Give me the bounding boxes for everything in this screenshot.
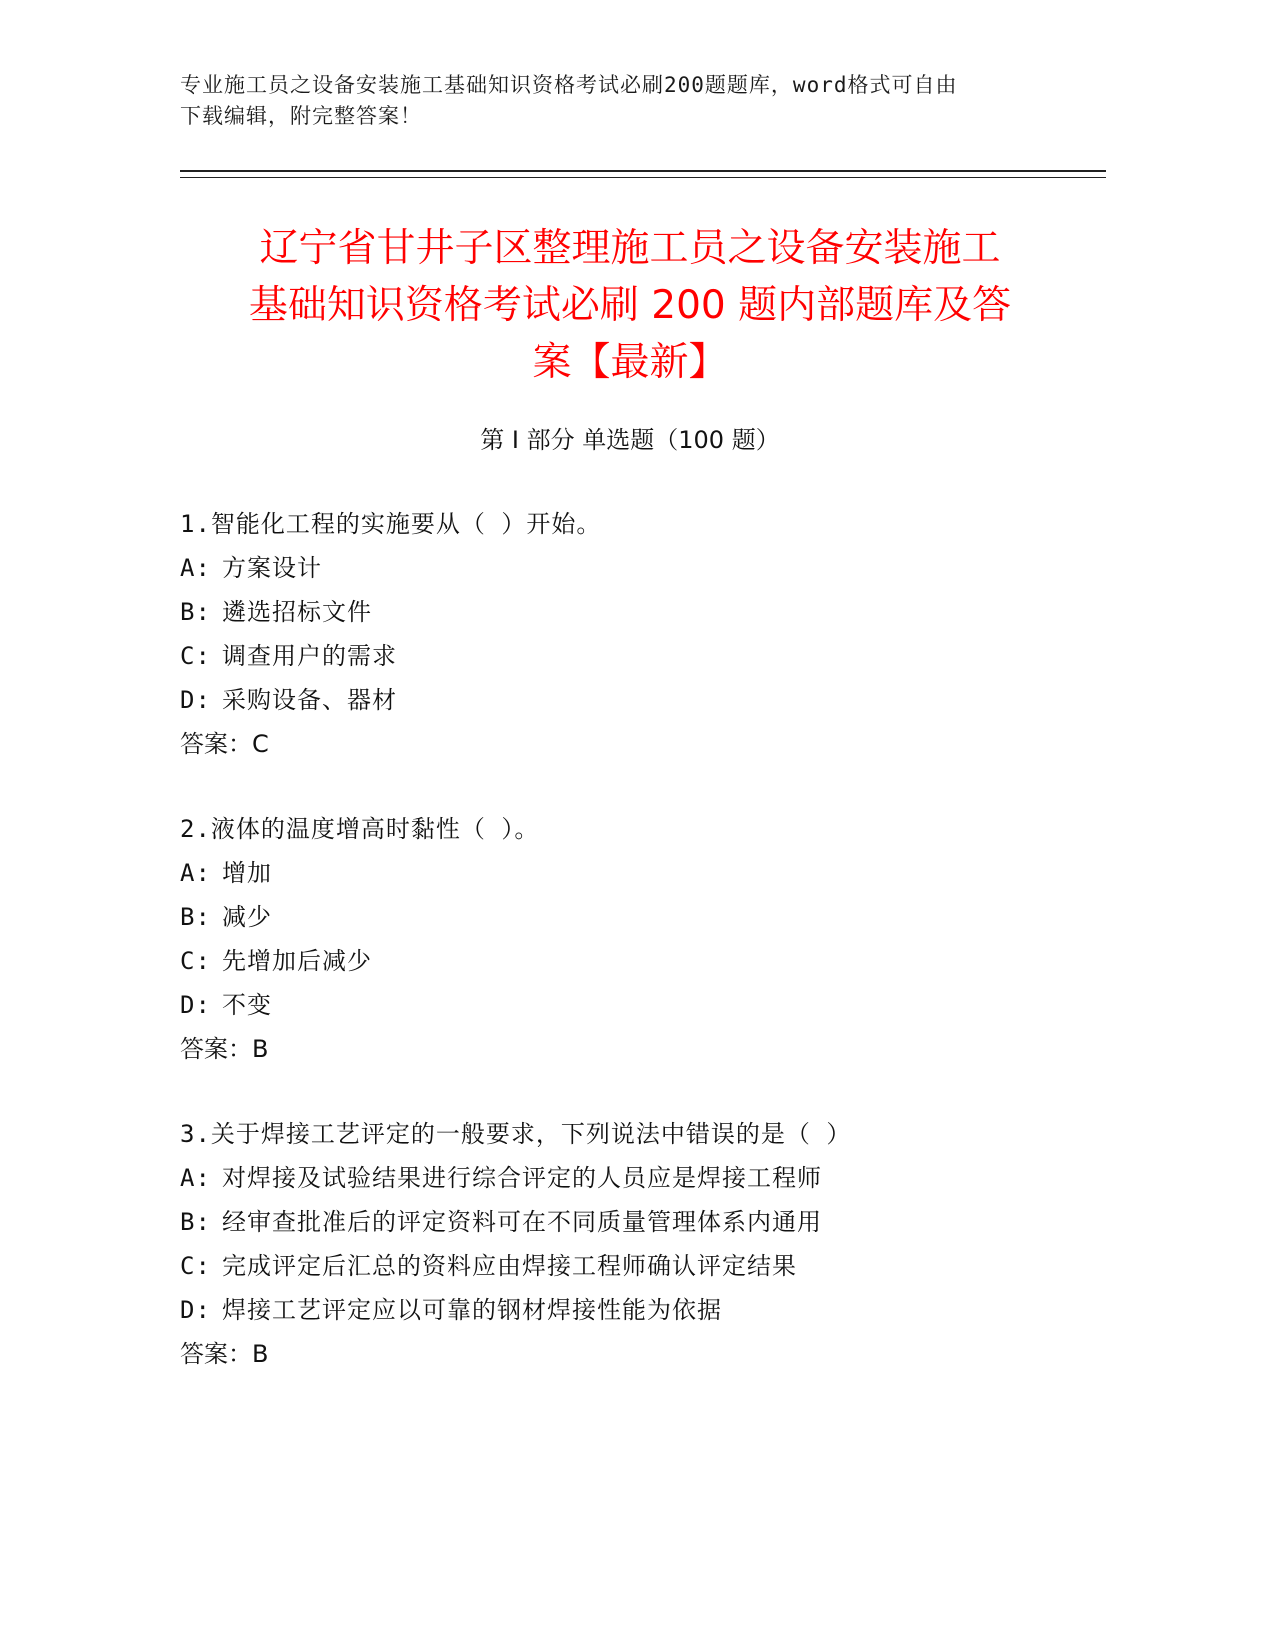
option-label: C: bbox=[180, 947, 211, 975]
question-stem: 2.液体的温度增高时黏性（ ）。 bbox=[180, 815, 540, 843]
option-label: A: bbox=[180, 554, 211, 582]
option-text: 采购设备、器材 bbox=[222, 686, 397, 714]
question-2 bbox=[180, 807, 1080, 1071]
option-text: 减少 bbox=[222, 903, 272, 931]
option-label: D: bbox=[180, 1296, 211, 1324]
option-label: D: bbox=[180, 991, 211, 1019]
option-label: C: bbox=[180, 1252, 211, 1280]
option-label: B: bbox=[180, 598, 211, 626]
option-d bbox=[180, 983, 1080, 1027]
answer-line: 答案：C bbox=[180, 730, 269, 758]
option-label: B: bbox=[180, 1208, 211, 1236]
option-text: 增加 bbox=[222, 859, 272, 887]
option-b bbox=[180, 1200, 1080, 1244]
answer-line: 答案：B bbox=[180, 1340, 269, 1368]
option-label: A: bbox=[180, 1164, 211, 1192]
option-label: A: bbox=[180, 859, 211, 887]
option-label: D: bbox=[180, 686, 211, 714]
header-divider-thick bbox=[180, 170, 1106, 172]
option-label: C: bbox=[180, 642, 211, 670]
option-label: B: bbox=[180, 903, 211, 931]
question-3 bbox=[180, 1112, 1080, 1376]
option-a bbox=[180, 546, 1080, 590]
question-1 bbox=[180, 502, 1080, 766]
option-text: 方案设计 bbox=[222, 554, 322, 582]
intro-text bbox=[180, 70, 1040, 132]
option-text: 遴选招标文件 bbox=[222, 598, 372, 626]
option-d bbox=[180, 678, 1080, 722]
title-line-1: 辽宁省甘井子区整理施工员之设备安装施工 bbox=[259, 226, 1001, 271]
option-d bbox=[180, 1288, 1080, 1332]
title-line-2: 基础知识资格考试必刷 200 题内部题库及答 bbox=[248, 283, 1012, 328]
section-heading: 第 I 部分 单选题（100 题） bbox=[480, 426, 780, 454]
option-b bbox=[180, 590, 1080, 634]
answer-line: 答案：B bbox=[180, 1035, 269, 1063]
option-b bbox=[180, 895, 1080, 939]
option-a bbox=[180, 851, 1080, 895]
option-c bbox=[180, 634, 1080, 678]
option-text: 对焊接及试验结果进行综合评定的人员应是焊接工程师 bbox=[222, 1164, 822, 1192]
option-text: 调查用户的需求 bbox=[222, 642, 397, 670]
option-text: 焊接工艺评定应以可靠的钢材焊接性能为依据 bbox=[222, 1296, 722, 1324]
header-divider-thin bbox=[180, 177, 1106, 178]
option-a bbox=[180, 1156, 1080, 1200]
intro-line-2: 下载编辑，附完整答案！ bbox=[180, 104, 422, 128]
question-stem: 3.关于焊接工艺评定的一般要求，下列说法中错误的是（ ） bbox=[180, 1120, 852, 1148]
option-c bbox=[180, 1244, 1080, 1288]
option-text: 经审查批准后的评定资料可在不同质量管理体系内通用 bbox=[222, 1208, 822, 1236]
document-title bbox=[180, 220, 1080, 391]
question-stem: 1.智能化工程的实施要从（ ）开始。 bbox=[180, 510, 602, 538]
option-c bbox=[180, 939, 1080, 983]
option-text: 不变 bbox=[222, 991, 272, 1019]
option-text: 先增加后减少 bbox=[222, 947, 372, 975]
title-line-3: 案【最新】 bbox=[532, 340, 728, 385]
intro-line-1: 专业施工员之设备安装施工基础知识资格考试必刷200题题库，word格式可自由 bbox=[180, 73, 958, 97]
option-text: 完成评定后汇总的资料应由焊接工程师确认评定结果 bbox=[222, 1252, 797, 1280]
